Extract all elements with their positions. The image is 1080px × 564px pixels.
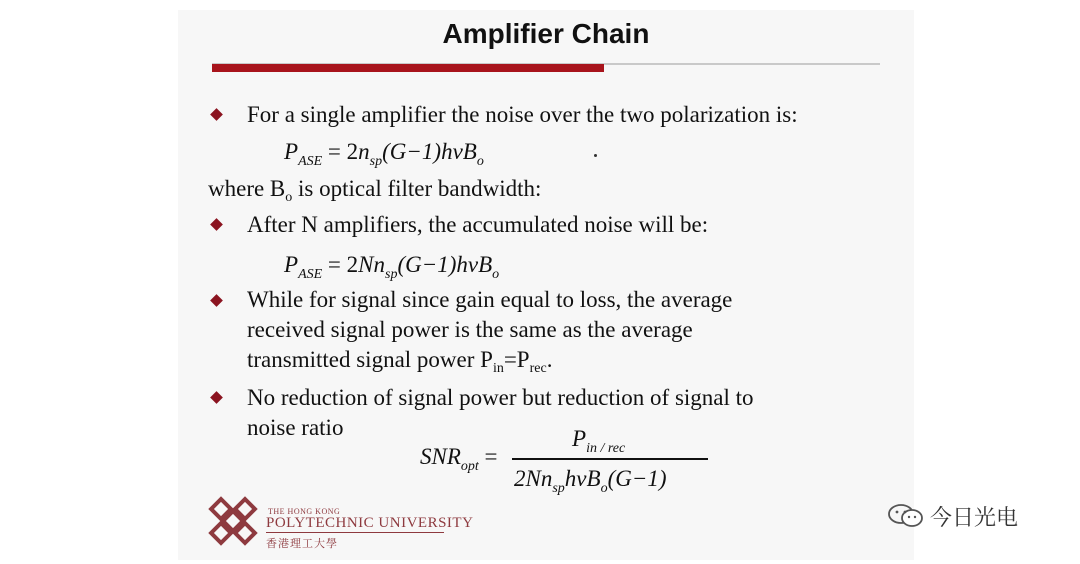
sub-in: in bbox=[492, 361, 504, 376]
eq1-n: n bbox=[358, 139, 370, 164]
eq1-rest: (G−1) bbox=[382, 139, 442, 164]
snr-den-n-sub: sp bbox=[552, 481, 565, 496]
snr-den-B-sub: o bbox=[600, 481, 608, 496]
stray-dot bbox=[594, 154, 597, 157]
university-name-line-1: THE HONG KONG bbox=[268, 507, 341, 516]
eq1-P: P bbox=[284, 139, 299, 164]
title-divider-accent bbox=[212, 64, 604, 72]
where-post: is optical filter bandwidth: bbox=[292, 176, 542, 201]
eq2-P-sub: ASE bbox=[298, 267, 323, 282]
eq2-B-sub: o bbox=[492, 267, 500, 282]
where-pre: where B bbox=[208, 176, 286, 201]
eq1-eq: = 2 bbox=[322, 139, 359, 164]
eq2-n-sub: sp bbox=[385, 267, 398, 282]
university-name-line-2: POLYTECHNIC UNIVERSITY bbox=[266, 515, 474, 531]
sub-rec: rec bbox=[529, 361, 547, 376]
snr-num-sub: in / rec bbox=[586, 441, 626, 456]
university-underline bbox=[266, 532, 444, 533]
equation-single-amp bbox=[284, 139, 484, 170]
eq2-hv: hνB bbox=[456, 252, 493, 277]
eq1-B-sub: o bbox=[476, 154, 484, 169]
eq2-eq: = 2 bbox=[322, 252, 359, 277]
bullet-3-line-3 bbox=[247, 345, 552, 384]
university-name-chinese: 香港理工大學 bbox=[266, 537, 338, 550]
bullet-4-line-2: noise ratio bbox=[247, 415, 344, 440]
where-line bbox=[208, 174, 541, 213]
bullet-3-pre: transmitted signal power P bbox=[247, 347, 493, 372]
eq2-rest: (G−1) bbox=[397, 252, 457, 277]
bullet-4-line-1: No reduction of signal power but reduction of signal to bbox=[247, 385, 754, 410]
snr-numerator bbox=[572, 426, 625, 457]
bullet-2-text: After N amplifiers, the accumulated noise will be: bbox=[247, 212, 709, 237]
eq1-hv: hνB bbox=[441, 139, 477, 164]
where-sub: o bbox=[285, 190, 293, 205]
eq1-n-sub: sp bbox=[369, 154, 383, 169]
slide-title: Amplifier Chain bbox=[442, 18, 650, 49]
snr-den-pre: 2N bbox=[514, 466, 541, 491]
snr-lhs-sub: opt bbox=[460, 459, 479, 474]
snr-den-h: hνB bbox=[564, 466, 601, 491]
snr-den-post: (G−1) bbox=[607, 466, 667, 491]
eq2-P: P bbox=[284, 252, 299, 277]
snr-eq: = bbox=[478, 444, 498, 469]
snr-denominator bbox=[514, 466, 667, 497]
eq1-P-sub: ASE bbox=[298, 154, 323, 169]
wechat-watermark bbox=[886, 501, 1018, 531]
bullet-1-text: For a single amplifier the noise over the two polarization is: bbox=[247, 102, 798, 127]
watermark-text: 今日光电 bbox=[930, 505, 1019, 531]
snr-lhs-text: SNR bbox=[420, 444, 461, 469]
wechat-icon bbox=[886, 503, 926, 529]
snr-num-P: P bbox=[572, 426, 587, 451]
equation-n-amps bbox=[284, 252, 499, 283]
snr-lhs bbox=[420, 444, 498, 475]
bullet-3-end: . bbox=[546, 347, 553, 372]
polyu-logo-icon bbox=[206, 494, 260, 548]
eq2-N: N bbox=[358, 252, 374, 277]
eq2-n: n bbox=[373, 252, 385, 277]
fraction-bar bbox=[512, 458, 708, 460]
snr-den-n: n bbox=[540, 466, 553, 491]
bullet-3-line-2: received signal power is the same as the average bbox=[247, 317, 693, 342]
bullet-3-line-1: While for signal since gain equal to loss, the average bbox=[247, 287, 733, 312]
bullet-3-eq: =P bbox=[503, 347, 530, 372]
